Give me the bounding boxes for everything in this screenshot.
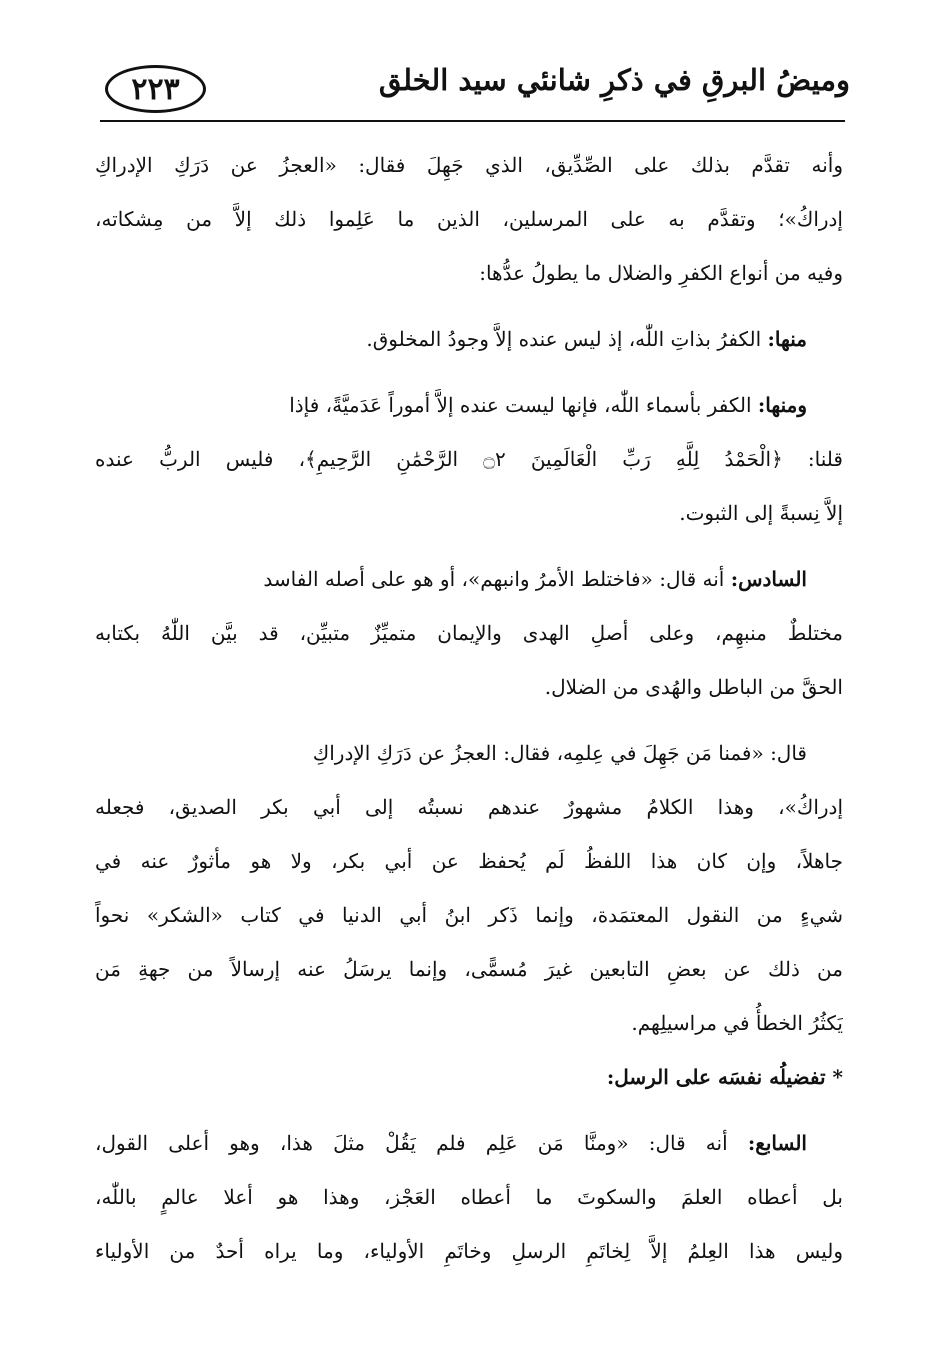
paragraph <box>95 378 843 540</box>
text-line: وأنه تقدَّم بذلك على الصِّدِّيق، الذي جَهِلَ فقال: «العجزُ عن دَرَكِ الإدراكِ <box>95 153 843 177</box>
text-line: قلنا: ﴿الْحَمْدُ لِلَّهِ رَبِّ الْعَالَمِينَ ۝٢ الرَّحْمَٰنِ الرَّحِيمِ﴾، فليس الربُّ عنده <box>95 447 843 471</box>
text-line: من ذلك عن بعضِ التابعين غيرَ مُسمًّى، وإنما يرسَلُ عنه إرسالاً من جهةِ مَن <box>95 957 843 981</box>
text-line <box>95 312 843 366</box>
text-line: جاهلاً، وإن كان هذا اللفظُ لَم يُحفظ عن أبي بكر، ولا هو مأثورٌ عنه في <box>95 849 843 873</box>
paragraph-lead: السادس: <box>730 567 807 591</box>
paragraph <box>95 552 843 714</box>
text-line <box>95 1116 843 1170</box>
line-text: أنه قال: «فاختلط الأمرُ وانبهم»، أو هو على أصله الفاسد <box>263 567 731 591</box>
text-line: مختلطٌ منبهِم، وعلى أصلِ الهدى والإيمان متميِّزٌ متبيِّن، قد بيَّن اللّٰهُ بكتابه <box>95 621 843 645</box>
text-line <box>95 378 843 432</box>
section-heading: * تفضيلُه نفسَه على الرسل: <box>606 1065 843 1089</box>
text-line: يَكثُرُ الخطأُ في مراسيلِهم. <box>631 1011 843 1035</box>
page-number: ٢٢٣ <box>105 65 206 113</box>
paragraph <box>95 726 843 1050</box>
paragraph <box>95 312 843 366</box>
text-line: الحقَّ من الباطل والهُدى من الضلال. <box>544 675 843 699</box>
line-text: أنه قال: «ومنَّا مَن عَلِم فلم يَقُلْ مثلَ هذا، وهو أعلى القول، <box>95 1131 748 1155</box>
line-text: الكفر بأسماء اللّٰه، فإنها ليست عنده إلاَّ أموراً عَدَميَّةً، فإذا <box>289 393 758 417</box>
body-text <box>95 138 843 1278</box>
text-line: وليس هذا العِلمُ إلاَّ لِخاتَمِ الرسلِ وخاتَمِ الأولياء، وما يراه أحدٌ من الأولياء <box>95 1239 843 1263</box>
text-line: وفيه من أنواع الكفرِ والضلال ما يطولُ عدُّها: <box>479 261 843 285</box>
header-rule <box>100 120 845 122</box>
text-line: إلاَّ نِسبةً إلى الثبوت. <box>679 501 843 525</box>
line-text: الكفرُ بذاتِ اللّٰه، إذ ليس عنده إلاَّ وجودُ المخلوق. <box>366 327 768 351</box>
text-line: شيءٍ من النقول المعتمَدة، وإنما ذَكر ابنُ أبي الدنيا في كتاب «الشكر» نحواً <box>95 903 843 927</box>
text-line: قال: «فمنا مَن جَهِلَ في عِلمِه، فقال: العجزُ عن دَرَكِ الإدراكِ <box>312 741 807 765</box>
page-header <box>100 55 850 117</box>
text-line <box>95 552 843 606</box>
paragraph <box>95 1116 843 1278</box>
paragraph-lead: ومنها: <box>757 393 807 417</box>
paragraph <box>95 138 843 300</box>
paragraph-lead: السابع: <box>747 1131 807 1155</box>
running-title: وميضُ البرقِ في ذكرِ شانئي سيد الخلق <box>378 63 850 97</box>
text-line: إدراكُ»؛ وتقدَّم به على المرسلين، الذين ما عَلِموا ذلك إلاَّ من مِشكاته، <box>95 207 843 231</box>
paragraph-lead: منها: <box>767 327 807 351</box>
text-line: إدراكُ»، وهذا الكلامُ مشهورٌ عندهم نسبتُه إلى أبي بكر الصديق، فجعله <box>95 795 843 819</box>
text-line: بل أعطاه العلمَ والسكوتَ ما أعطاه العَجْز، وهذا هو أعلا عالمٍ باللّٰه، <box>95 1185 843 1209</box>
